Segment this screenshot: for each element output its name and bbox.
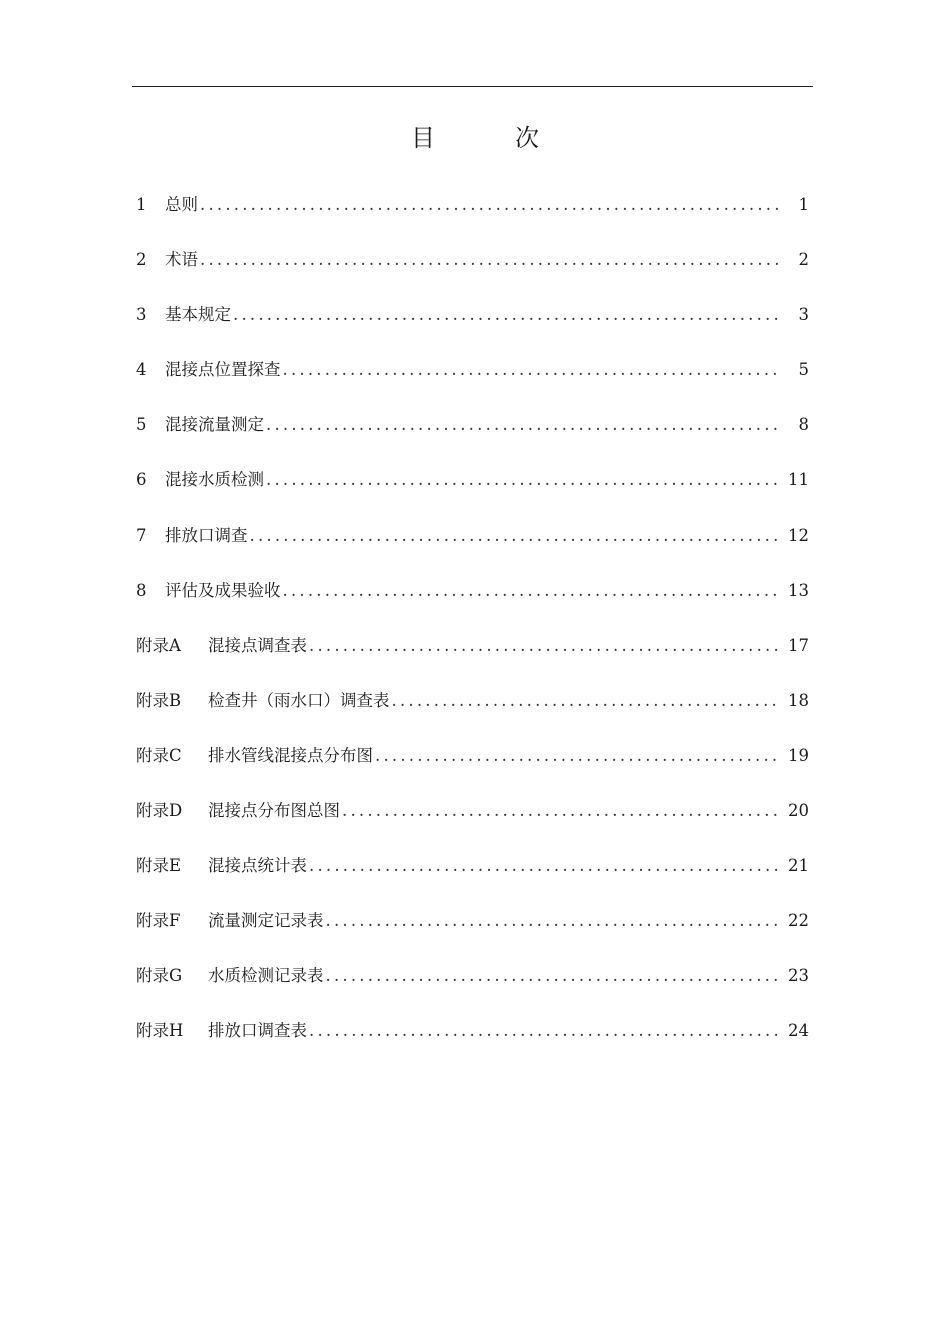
dot-leader [307, 851, 781, 881]
entry-number: 附录F [136, 911, 181, 931]
entry-title: 排放口调查表 [208, 1021, 307, 1041]
entry-title: 混接点调查表 [208, 635, 307, 655]
dot-leader [390, 686, 782, 716]
dot-leader [281, 355, 782, 385]
entry-title: 水质检测记录表 [208, 966, 324, 986]
entry-number: 6 [136, 470, 147, 490]
toc-entry[interactable] [136, 686, 809, 741]
entry-page: 20 [788, 801, 809, 821]
toc-entry[interactable] [136, 245, 809, 300]
dot-leader [198, 190, 781, 220]
entry-page: 23 [788, 966, 809, 986]
entry-number: 3 [136, 305, 147, 325]
entry-title: 术语 [165, 250, 198, 270]
entry-page: 8 [798, 415, 809, 435]
entry-title: 混接点统计表 [208, 856, 307, 876]
toc-entry[interactable] [136, 410, 809, 465]
toc-entry[interactable] [136, 741, 809, 796]
toc-entry[interactable] [136, 961, 809, 1016]
entry-number: 8 [136, 580, 147, 600]
dot-leader [324, 906, 782, 936]
toc-list [136, 190, 809, 1072]
toc-entry[interactable] [136, 576, 809, 631]
entry-title: 混接点位置探查 [165, 360, 281, 380]
toc-entry[interactable] [136, 906, 809, 961]
entry-page: 5 [798, 360, 809, 380]
entry-page: 1 [798, 195, 809, 214]
entry-title: 排放口调查 [165, 525, 248, 545]
entry-title: 排水管线混接点分布图 [208, 745, 373, 765]
entry-page: 2 [798, 250, 809, 270]
toc-entry[interactable] [136, 355, 809, 410]
entry-page: 21 [788, 856, 809, 876]
dot-leader [198, 245, 781, 275]
toc-entry[interactable] [136, 631, 809, 686]
dot-leader [231, 300, 781, 330]
toc-entry[interactable] [136, 300, 809, 355]
entry-page: 11 [788, 470, 809, 490]
entry-page: 3 [798, 305, 809, 325]
entry-page: 19 [788, 745, 809, 765]
entry-number: 附录B [136, 690, 182, 710]
entry-page: 22 [788, 911, 809, 931]
dot-leader [307, 631, 781, 661]
entry-number: 4 [136, 360, 147, 380]
dot-leader [281, 576, 782, 606]
entry-page: 12 [788, 525, 809, 545]
entry-number: 附录G [136, 966, 183, 986]
dot-leader [324, 961, 782, 991]
entry-number: 附录C [136, 745, 182, 765]
dot-leader [264, 410, 781, 440]
toc-entry[interactable] [136, 796, 809, 851]
entry-number: 1 [136, 195, 147, 214]
entry-page: 24 [788, 1021, 809, 1041]
entry-title: 基本规定 [165, 305, 231, 325]
dot-leader [264, 465, 781, 495]
entry-title: 检查井（雨水口）调查表 [208, 690, 390, 710]
toc-entry[interactable] [136, 1016, 809, 1071]
entry-title: 混接流量测定 [165, 415, 264, 435]
toc-entry[interactable] [136, 190, 809, 245]
toc-entry[interactable] [136, 521, 809, 576]
entry-page: 17 [788, 635, 809, 655]
entry-number: 2 [136, 250, 147, 270]
dot-leader [373, 741, 781, 771]
entry-title: 混接点分布图总图 [208, 801, 340, 821]
entry-number: 7 [136, 525, 147, 545]
dot-leader [248, 521, 782, 551]
entry-title: 总则 [165, 195, 198, 214]
toc-entry[interactable] [136, 465, 809, 520]
entry-title: 流量测定记录表 [208, 911, 324, 931]
entry-page: 13 [788, 580, 809, 600]
toc-title: 目 次 [411, 124, 567, 152]
header-rule [132, 86, 813, 87]
entry-page: 18 [788, 690, 809, 710]
entry-number: 附录A [136, 635, 181, 655]
dot-leader [307, 1016, 781, 1046]
entry-number: 附录H [136, 1021, 184, 1041]
entry-number: 附录D [136, 801, 183, 821]
entry-number: 附录E [136, 856, 182, 876]
dot-leader [340, 796, 781, 826]
entry-number: 5 [136, 415, 147, 435]
toc-entry[interactable] [136, 851, 809, 906]
entry-title: 混接水质检测 [165, 470, 264, 490]
entry-title: 评估及成果验收 [165, 580, 281, 600]
